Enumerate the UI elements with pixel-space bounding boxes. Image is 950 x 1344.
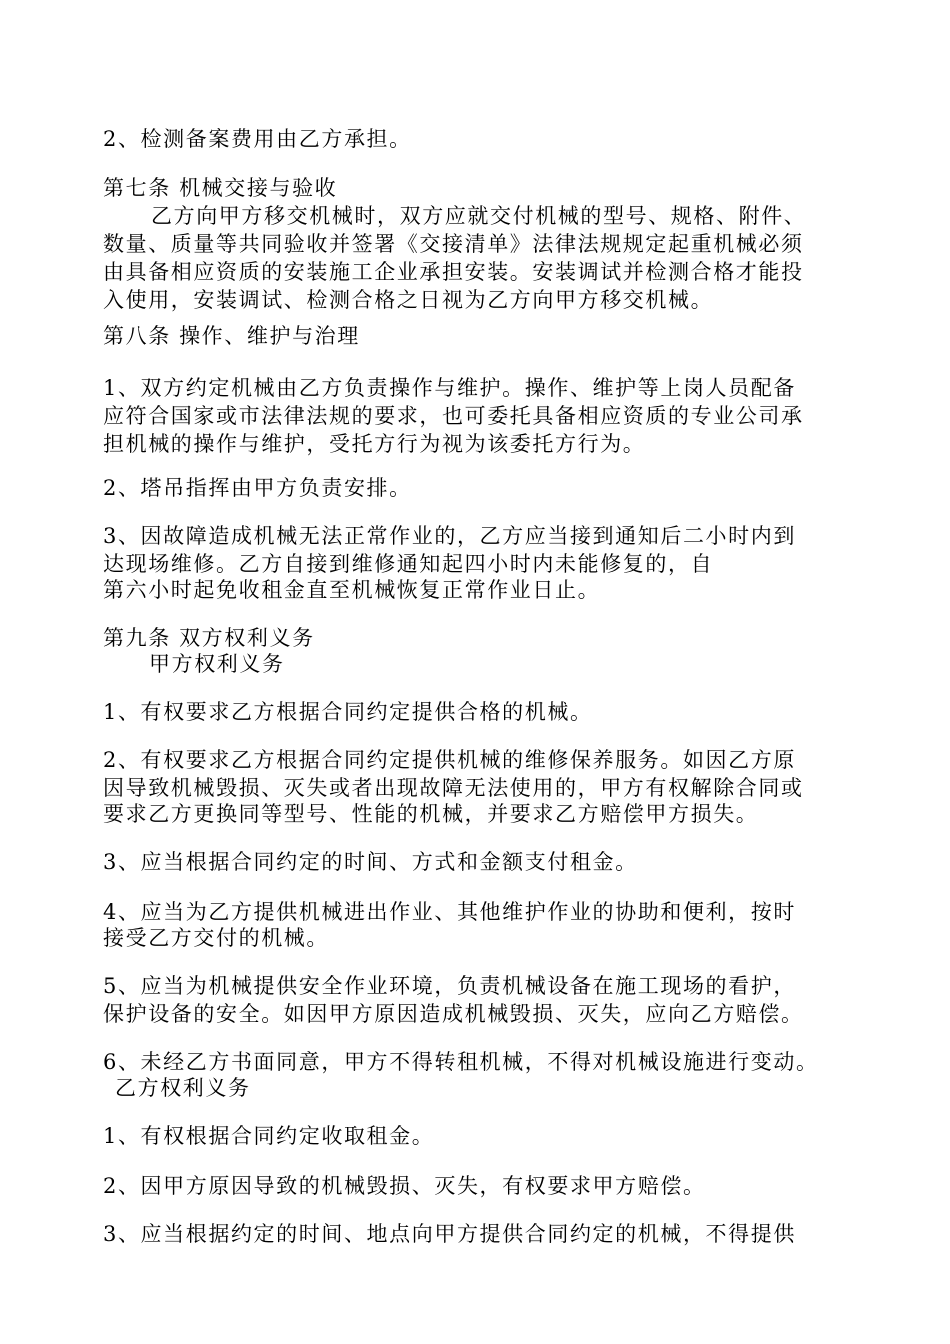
text-line: 入使用，安装调试、检测合格之日视为乙方向甲方移交机械。 [103, 288, 714, 312]
text-line: 1、双方约定机械由乙方负责操作与维护。操作、维护等上岗人员配备 [103, 376, 796, 400]
text-line: 4、应当为乙方提供机械进出作业、其他维护作业的协助和便利，按时 [103, 900, 796, 924]
text-line: 数量、质量等共同验收并签署《交接清单》法律法规规定起重机械必须 [103, 232, 804, 256]
text-line: 2、有权要求乙方根据合同约定提供机械的维修保养服务。如因乙方原 [103, 748, 796, 772]
subsection-heading: 甲方权利义务 [149, 652, 285, 676]
text-line: 达现场维修。乙方自接到维修通知起四小时内未能修复的，自 [103, 552, 714, 576]
text-line: 担机械的操作与维护，受托方行为视为该委托方行为。 [103, 432, 646, 456]
text-line: 保护设备的安全。如因甲方原因造成机械毁损、灭失，应向乙方赔偿。 [103, 1002, 804, 1026]
text-line: 因导致机械毁损、灭失或者出现故障无法使用的，甲方有权解除合同或 [103, 776, 804, 800]
text-line: 2、检测备案费用由乙方承担。 [103, 127, 412, 151]
section-heading: 第七条 机械交接与验收 [103, 176, 338, 200]
text-line: 3、应当根据约定的时间、地点向甲方提供合同约定的机械，不得提供 [103, 1222, 796, 1246]
text-line: 1、有权要求乙方根据合同约定提供合格的机械。 [103, 700, 593, 724]
text-line: 第六小时起免收租金直至机械恢复正常作业日止。 [103, 578, 601, 602]
text-line: 3、因故障造成机械无法正常作业的，乙方应当接到通知后二小时内到 [103, 524, 796, 548]
text-line: 2、塔吊指挥由甲方负责安排。 [103, 476, 412, 500]
section-heading: 第八条 操作、维护与治理 [103, 324, 360, 348]
text-line: 2、因甲方原因导致的机械毁损、灭失，有权要求甲方赔偿。 [103, 1174, 706, 1198]
text-line: 由具备相应资质的安装施工企业承担安装。安装调试并检测合格才能投 [103, 260, 804, 284]
text-line: 3、应当根据合同约定的时间、方式和金额支付租金。 [103, 850, 638, 874]
text-line: 1、有权根据合同约定收取租金。 [103, 1124, 435, 1148]
text-line: 5、应当为机械提供安全作业环境，负责机械设备在施工现场的看护， [103, 974, 796, 998]
text-line: 要求乙方更换同等型号、性能的机械，并要求乙方赔偿甲方损失。 [103, 802, 759, 826]
text-line: 6、未经乙方书面同意，甲方不得转租机械，不得对机械设施进行变动。 [103, 1050, 819, 1074]
text-line: 乙方向甲方移交机械时，双方应就交付机械的型号、规格、附件、 [151, 204, 807, 228]
text-line: 应符合国家或市法律法规的要求，也可委托具备相应资质的专业公司承 [103, 404, 804, 428]
text-line: 接受乙方交付的机械。 [103, 926, 329, 950]
section-heading: 第九条 双方权利义务 [103, 626, 315, 650]
subsection-heading: 乙方权利义务 [115, 1076, 251, 1100]
